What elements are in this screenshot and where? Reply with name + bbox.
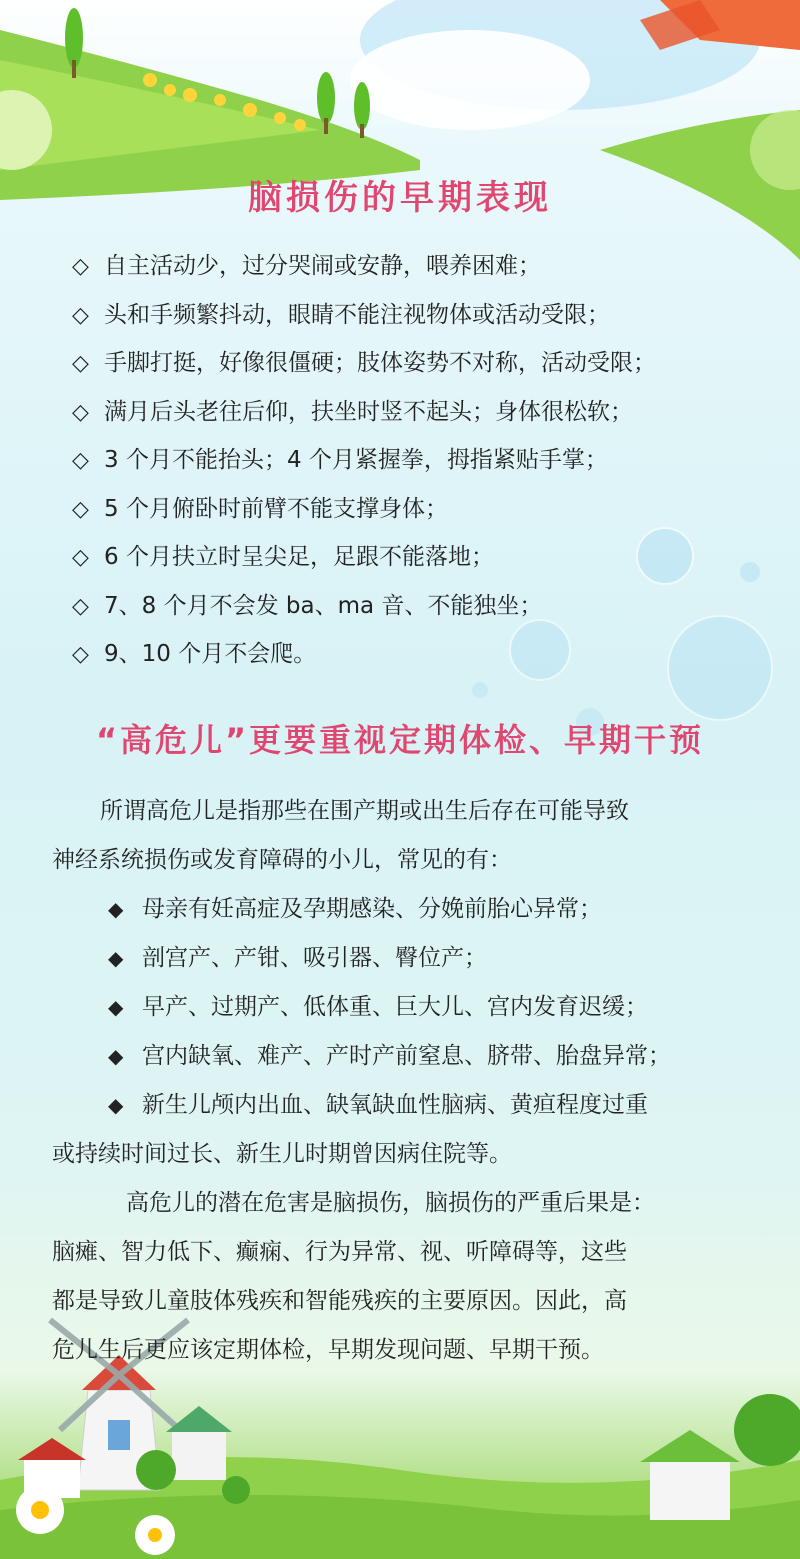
list-item (72, 388, 792, 437)
list-item-text: 满月后头老往后仰，扶坐时竖不起头；身体很松软； (104, 398, 633, 425)
list-item-text: 9、10 个月不会爬。 (104, 641, 317, 667)
diamond-outline-icon: ◇ (72, 302, 89, 328)
diamond-outline-icon: ◇ (72, 545, 89, 570)
section-title-high-risk: “高危儿”更要重视定期体检、早期干预 (95, 721, 705, 759)
diamond-outline-icon: ◇ (72, 254, 89, 279)
list-item-text: 宫内缺氧、难产、产时产前窒息、脐带、胎盘异常； (142, 1043, 671, 1069)
list-item-text: 3 个月不能抬头；4 个月紧握拳，拇指紧贴手掌； (104, 447, 608, 473)
list-item (72, 533, 792, 582)
list-item-text: 剖宫产、产钳、吸引器、臀位产； (142, 945, 487, 971)
diamond-filled-icon: ◆ (108, 897, 124, 921)
list-item-text: 母亲有妊高症及孕期感染、分娩前胎心异常； (142, 896, 602, 922)
paragraph-line: 神经系统损伤或发育障碍的小儿，常见的有： (52, 847, 512, 873)
intro-paragraph (52, 787, 757, 885)
list-item (108, 1032, 768, 1081)
list-item-text: 早产、过期产、低体重、巨大儿、宫内发育迟缓； (142, 994, 648, 1020)
section-title-brain-injury: 脑损伤的早期表现 (248, 178, 552, 218)
diamond-filled-icon: ◆ (108, 946, 124, 970)
list-item (72, 339, 792, 388)
diamond-filled-icon: ◆ (108, 995, 124, 1019)
early-signs-list (72, 242, 792, 679)
list-item-text: 7、8 个月不会发 ba、ma 音、不能独坐； (104, 592, 543, 619)
list-item-text: 手脚打挺，好像很僵硬；肢体姿势不对称，活动受限； (104, 350, 656, 376)
list-item (108, 934, 768, 983)
diamond-outline-icon: ◇ (72, 351, 89, 376)
list-item (72, 291, 792, 340)
diamond-outline-icon: ◇ (72, 399, 89, 425)
diamond-filled-icon: ◆ (108, 1093, 124, 1117)
diamond-outline-icon: ◇ (72, 642, 89, 667)
list-item (72, 485, 792, 534)
risk-factors-list (108, 885, 768, 1130)
list-item-text: 自主活动少，过分哭闹或安静，喂养困难； (104, 253, 541, 279)
paragraph-line: 高危儿的潜在危害是脑损伤，脑损伤的严重后果是： (126, 1190, 655, 1216)
paragraph-line: 危儿生后更应该定期体检，早期发现问题、早期干预。 (52, 1337, 604, 1363)
list-item (72, 242, 792, 291)
diamond-filled-icon: ◆ (108, 1044, 124, 1068)
diamond-outline-icon: ◇ (72, 448, 89, 473)
list-item-text: 新生儿颅内出血、缺氧缺血性脑病、黄疸程度过重 (142, 1092, 648, 1118)
list-item-text: 6 个月扶立时呈尖足，足跟不能落地； (104, 544, 494, 570)
list-item-text: 5 个月俯卧时前臂不能支撑身体； (104, 495, 448, 522)
paragraph-line: 脑瘫、智力低下、癫痫、行为异常、视、听障碍等，这些 (52, 1239, 627, 1265)
list-item (108, 885, 768, 934)
list-item (108, 983, 768, 1032)
list-item-text: 头和手频繁抖动，眼睛不能注视物体或活动受限； (104, 301, 610, 328)
list-item (72, 582, 792, 631)
diamond-outline-icon: ◇ (72, 496, 89, 522)
paragraph-line: 都是导致儿童肢体残疾和智能残疾的主要原因。因此，高 (52, 1288, 627, 1314)
list-item (72, 630, 792, 679)
bullet-continuation: 或持续时间过长、新生儿时期曾因病住院等。 (52, 1141, 512, 1167)
list-item (72, 436, 792, 485)
paragraph-line: 所谓高危儿是指那些在围产期或出生后存在可能导致 (100, 798, 629, 824)
list-item (108, 1081, 768, 1130)
diamond-outline-icon: ◇ (72, 593, 89, 619)
conclusion-paragraph (52, 1179, 757, 1375)
